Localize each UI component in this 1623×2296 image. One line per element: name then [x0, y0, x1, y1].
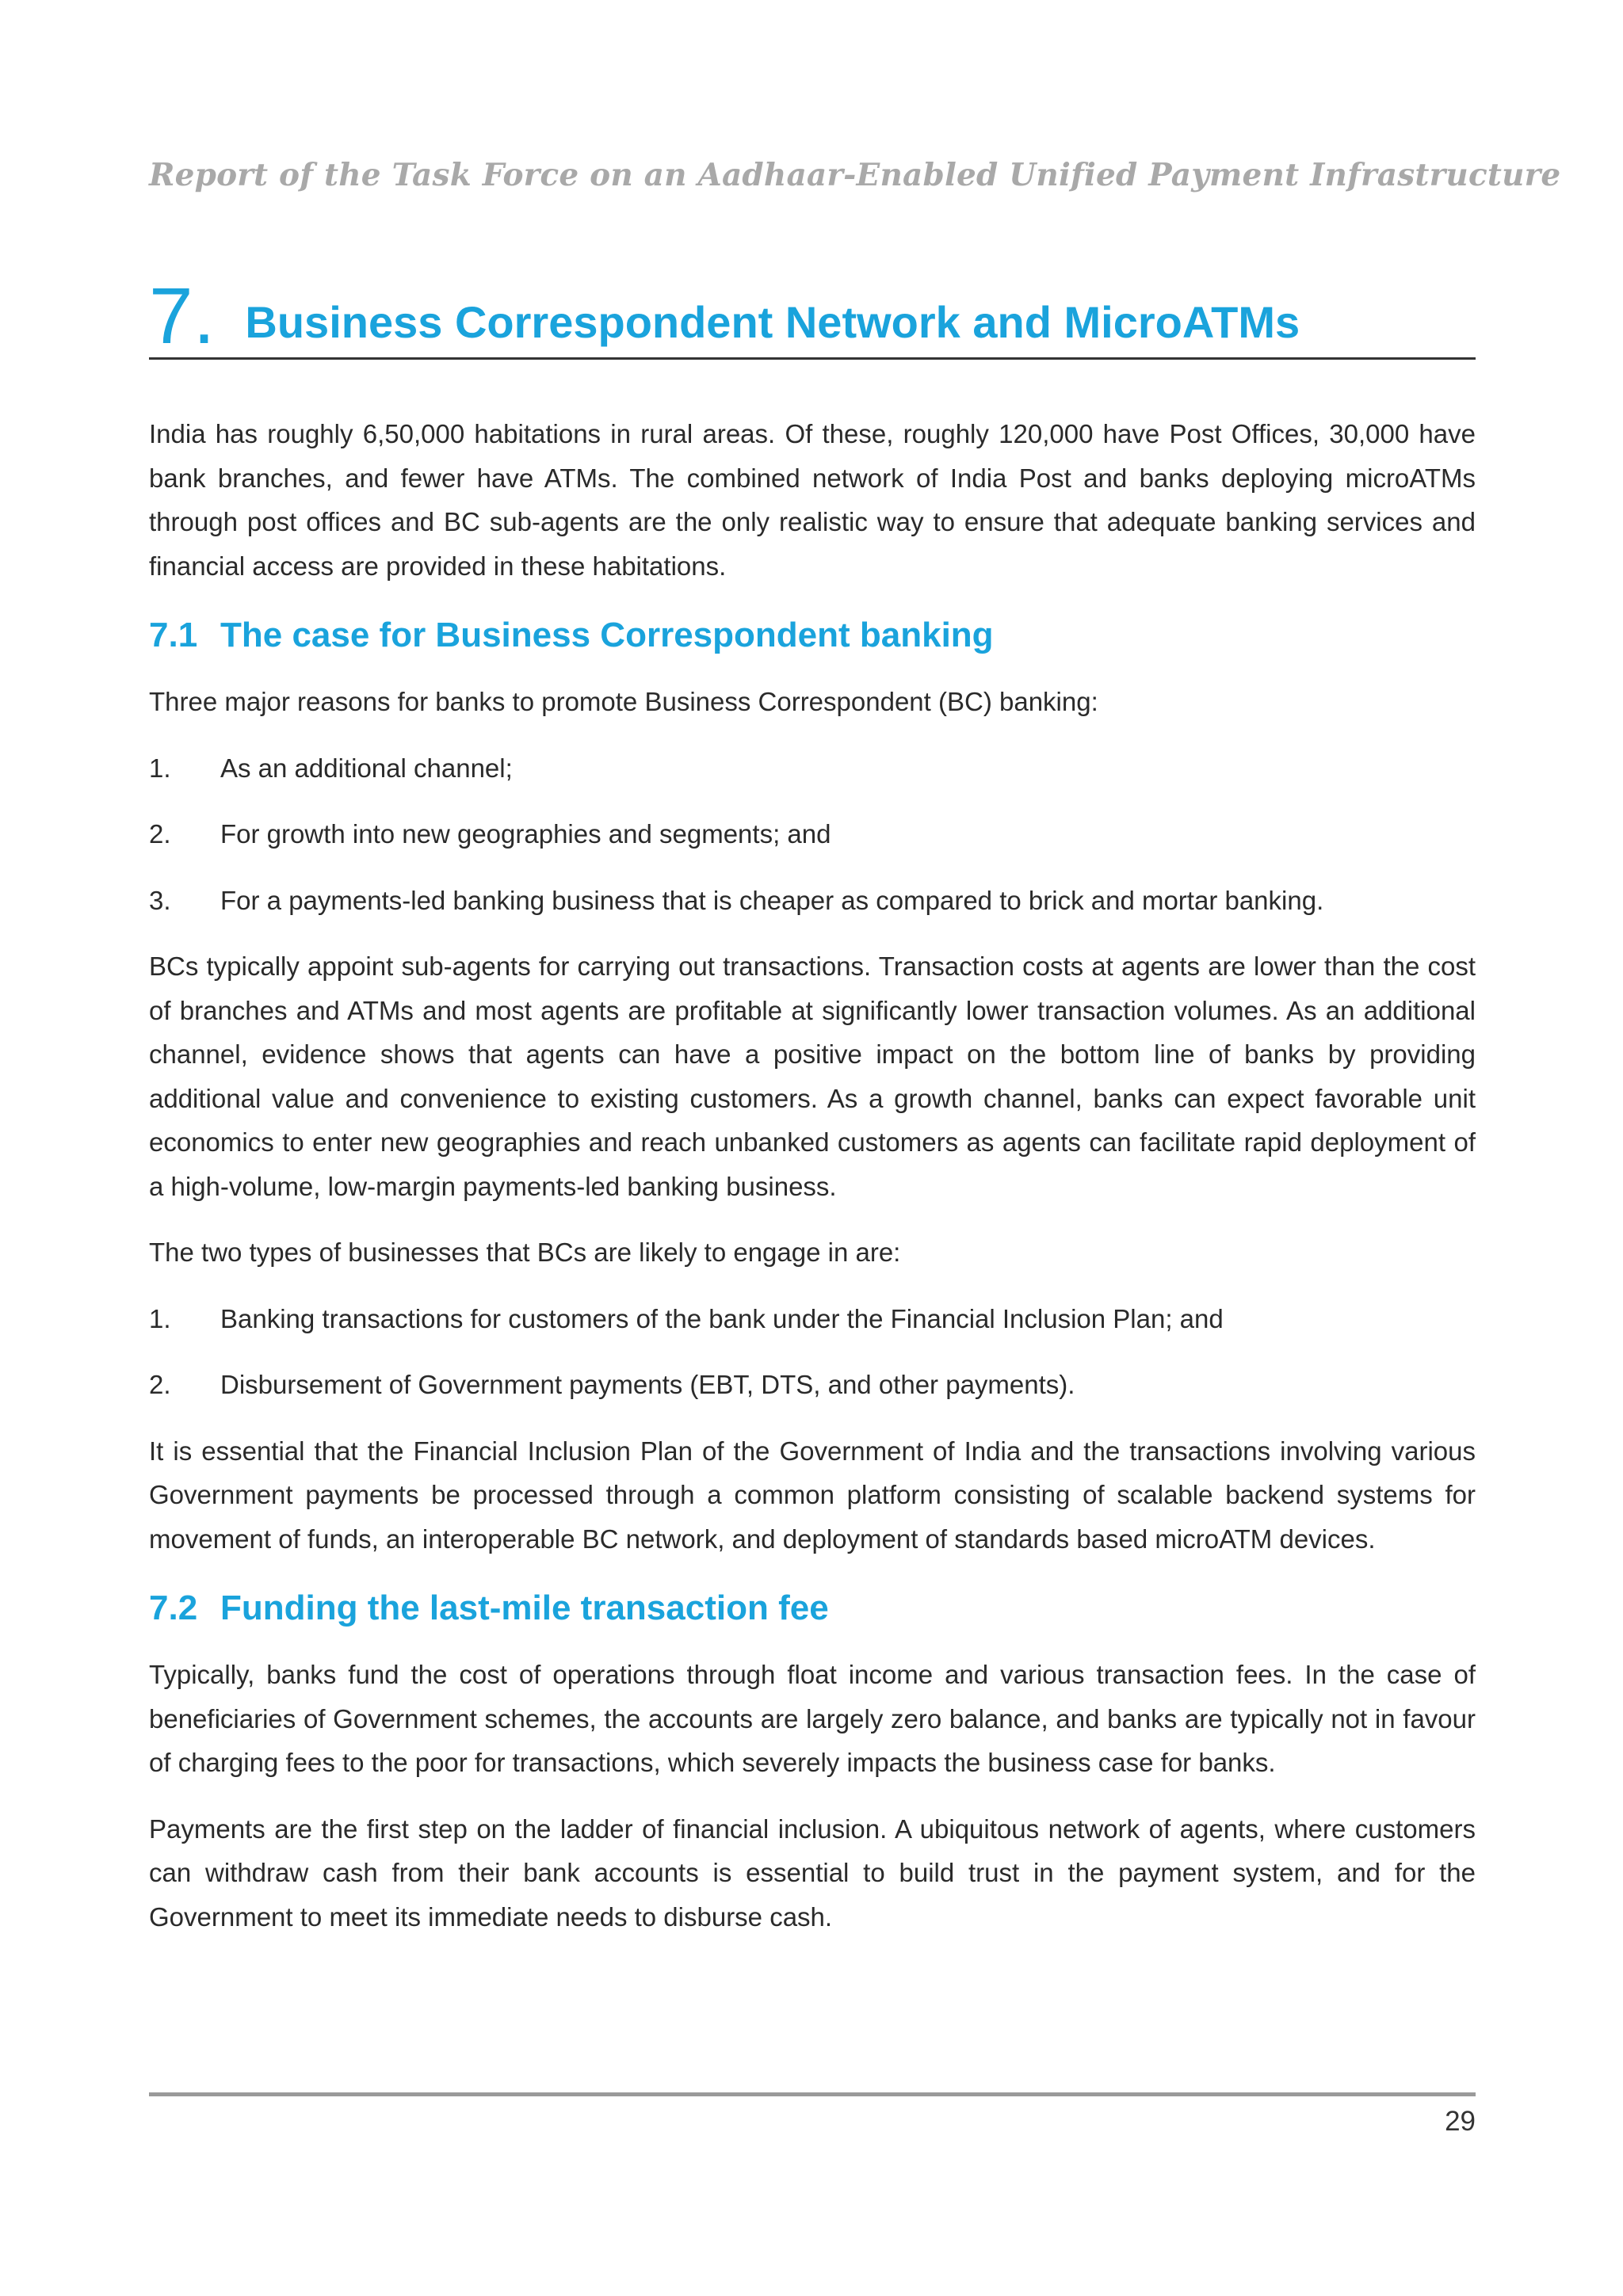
business-types-lead: The two types of businesses that BCs are likely to engage in are: — [149, 1238, 901, 1267]
list-item-number: 2. — [149, 819, 171, 849]
section-heading-7-1 — [149, 610, 1476, 661]
list-item-text: Disbursement of Government payments (EBT, DTS, and other payments). — [220, 1370, 1075, 1399]
funding-paragraph: Typically, banks fund the cost of operations through float income and various transaction fees. In the case of beneficiaries of Government schemes, the accounts are largely zero balance, and banks are typically not in favour of charging fees to the poor for transactions, which severely impacts the business case for banks. — [149, 1660, 1476, 1777]
list-item-text: For a payments-led banking business that is cheaper as compared to brick and mortar banking. — [220, 885, 1324, 915]
section-heading-7-2 — [149, 1583, 1476, 1634]
chapter-body — [149, 412, 1476, 1961]
list-item — [149, 879, 1476, 923]
intro-paragraph: India has roughly 6,50,000 habitations in rural areas. Of these, roughly 120,000 have Post Offices, 30,000 have bank branches, and fewer have ATMs. The combined network of India Post and banks deploying microATMs through post offices and BC sub-agents are the only realistic way to ensure that adequate banking services and financial access are provided in these habitations. — [149, 419, 1476, 581]
agents-paragraph: BCs typically appoint sub-agents for carrying out transactions. Transaction costs at agents are lower than the cost of branches and ATMs and most agents are profitable at significantly lower transaction volumes. As an additional channel, evidence shows that agents can have a positive impact on the bottom line of banks by providing additional value and convenience to existing customers. As a growth channel, banks can expect favorable unit economics to enter new geographies and reach unbanked customers as agents can facilitate rapid deployment of a high-volume, low-margin payments-led banking business. — [149, 952, 1476, 1201]
running-header: Report of the Task Force on an Aadhaar-Enabled Unified Payment Infrastructure — [149, 157, 1561, 193]
list-item-number: 1. — [149, 1303, 171, 1333]
list-item-text: For growth into new geographies and segments; and — [220, 819, 831, 849]
list-item — [149, 746, 1476, 791]
list-item-number: 2. — [149, 1370, 171, 1399]
list-item — [149, 812, 1476, 856]
chapter-heading — [149, 272, 1476, 360]
chapter-number: 7. — [149, 272, 216, 360]
section-number: 7.1 — [149, 616, 198, 654]
section-title: The case for Business Correspondent banking — [220, 616, 994, 654]
document-page — [149, 0, 1561, 2296]
list-item-number: 3. — [149, 885, 171, 915]
section-title: Funding the last-mile transaction fee — [220, 1589, 829, 1627]
section-number: 7.2 — [149, 1589, 198, 1627]
reasons-lead: Three major reasons for banks to promote Business Correspondent (BC) banking: — [149, 687, 1098, 716]
page-number: 29 — [1445, 2106, 1476, 2137]
footer-divider — [149, 2092, 1476, 2096]
list-item-text: As an additional channel; — [220, 753, 513, 783]
chapter-title: Business Correspondent Network and MicroATMs — [245, 297, 1300, 347]
list-item-number: 1. — [149, 753, 171, 783]
list-item-text: Banking transactions for customers of the bank under the Financial Inclusion Plan; and — [220, 1303, 1224, 1333]
list-item — [149, 1297, 1476, 1341]
payments-paragraph: Payments are the first step on the ladder of financial inclusion. A ubiquitous network of agents, where customers can withdraw cash from their bank accounts is essential to build trust in the payment system, and for the Government to meet its immediate needs to disburse cash. — [149, 1814, 1476, 1932]
list-item — [149, 1363, 1476, 1407]
common-platform-paragraph: It is essential that the Financial Inclusion Plan of the Government of India and the transactions involving various Government payments be processed through a common platform consisting of scalable backend systems for movement of funds, an interoperable BC network, and deployment of standards based microATM devices. — [149, 1436, 1476, 1554]
